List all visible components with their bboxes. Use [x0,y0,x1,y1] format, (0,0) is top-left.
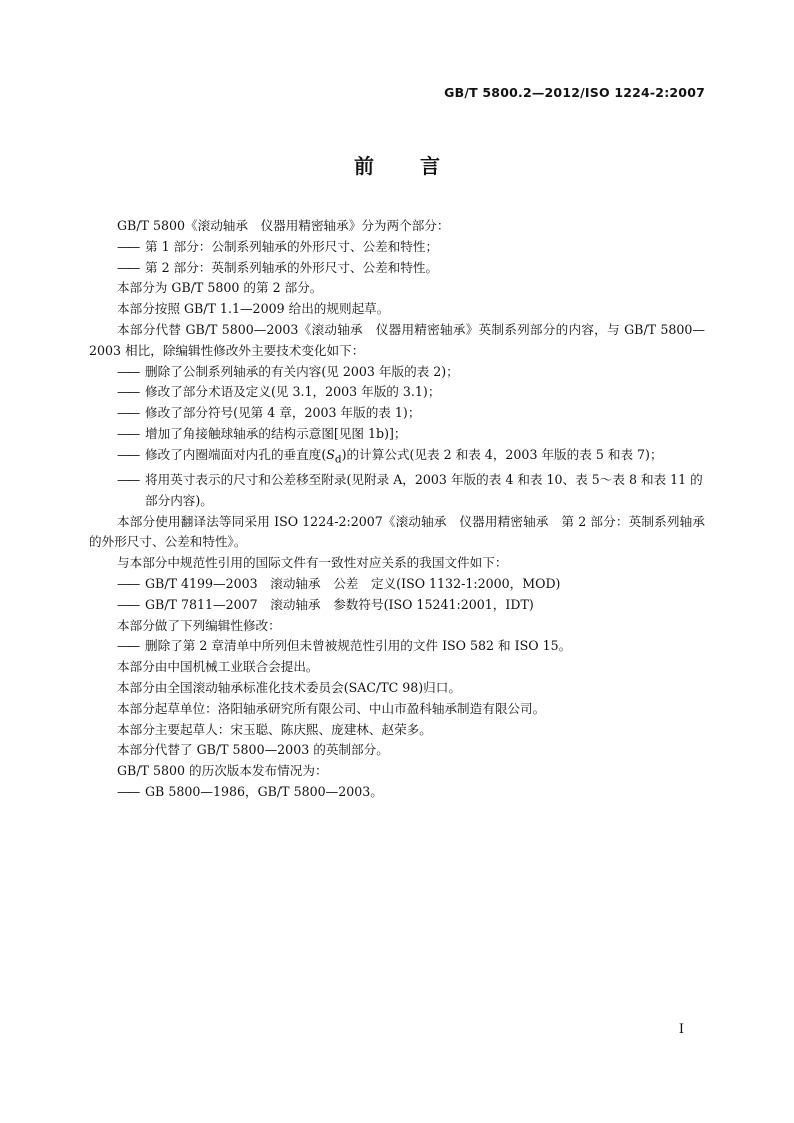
list-item [89,636,705,657]
dash-marker: —— [117,405,139,421]
list-item [89,595,705,616]
list-item-text: 增加了角接触球轴承的结构示意图[见图 1b)]； [145,425,407,441]
dash-marker: —— [117,238,139,254]
page-number: Ⅰ [678,1022,684,1037]
list-item [89,382,705,403]
list-item-text: 修改了部分术语及定义(见 3.1，2003 年版的 3.1)； [145,384,441,400]
dash-marker: —— [117,596,139,612]
dash-marker: —— [117,425,139,441]
paragraph: GB/T 5800《滚动轴承 仪器用精密轴承》分为两个部分： [117,218,450,233]
list-item-text: GB/T 4199—2003 滚动轴承 公差 定义(ISO 1132-1:2000，MOD) [145,576,561,592]
list-item-text: 第 2 部分：英制系列轴承的外形尺寸、公差和特性。 [145,259,439,275]
list-item-text: 删除了公制系列轴承的有关内容(见 2003 年版的表 2)； [145,363,459,379]
paragraph: GB/T 5800 的历次版本发布情况为： [117,763,328,779]
paragraph: 本部分由全国滚动轴承标准化技术委员会(SAC/TC 98)归口。 [117,680,461,696]
paragraph: 本部分使用翻译法等同采用 ISO 1224-2:2007《滚动轴承 仪器用精密轴承 第 2 部分：英制系列轴承的外形尺寸、公差和特性》。 [89,513,705,550]
list-item [89,362,705,383]
symbol-sd: S [326,446,335,462]
paragraph: 本部分由中国机械工业联合会提出。 [117,659,319,675]
paragraph: 本部分代替了 GB/T 5800—2003 的英制部分。 [117,742,389,758]
paragraph: 与本部分中规范性引用的国际文件有一致性对应关系的我国文件如下： [117,555,508,571]
dash-marker: —— [117,472,139,488]
dash-marker: —— [117,576,139,592]
dash-marker: —— [117,784,139,800]
list-item-text: 将用英寸表示的尺寸和公差移至附录(见附录 A，2003 年版的表 4 和表 10、表 5～表 8 和表 11 的部分内容)。 [145,472,703,508]
dash-marker: —— [117,446,139,462]
paragraph: 本部分按照 GB/T 1.1—2009 给出的规则起草。 [117,301,390,317]
list-item-text: GB/T 7811—2007 滚动轴承 参数符号(ISO 15241:2001，IDT) [145,596,534,612]
list-item [89,237,705,258]
list-item [89,445,705,470]
list-item-text: 修改了内圈端面对内孔的垂直度( [145,446,327,462]
dash-marker: —— [117,638,139,654]
page-title: 前言 [354,154,486,178]
standard-number-header: GB/T 5800.2—2012/ISO 1224-2:2007 [444,85,705,100]
list-item [89,403,705,424]
dash-marker: —— [117,363,139,379]
list-item-text: 第 1 部分：公制系列轴承的外形尺寸、公差和特性； [145,238,439,254]
dash-marker: —— [117,384,139,400]
list-item [89,258,705,279]
list-item [89,782,705,803]
foreword-body [89,216,705,803]
list-item-text: 修改了部分符号(见第 4 章，2003 年版的表 1)； [145,405,421,421]
paragraph: 本部分做了下列编辑性修改： [117,617,281,633]
paragraph: 本部分代替 GB/T 5800—2003《滚动轴承 仪器用精密轴承》英制系列部分的内容，与 GB/T 5800—2003 相比，除编辑性修改外主要技术变化如下： [89,321,705,358]
list-item-text: GB 5800—1986，GB/T 5800—2003。 [145,784,383,800]
paragraph: 本部分主要起草人：宋玉聪、陈庆熙、庞建林、赵荣多。 [117,721,432,737]
list-item [89,574,705,595]
list-item [89,470,705,512]
list-item [89,424,705,445]
paragraph: 本部分为 GB/T 5800 的第 2 部分。 [117,280,323,296]
list-item-text: )的计算公式(见表 2 和表 4，2003 年版的表 5 和表 7)； [341,446,663,462]
paragraph: 本部分起草单位：洛阳轴承研究所有限公司、中山市盈科轴承制造有限公司。 [117,700,546,716]
dash-marker: —— [117,259,139,275]
list-item-text: 删除了第 2 章清单中所列但未曾被规范性引用的文件 ISO 582 和 ISO 15。 [145,638,572,654]
symbol-sd-subscript: d [334,453,342,466]
